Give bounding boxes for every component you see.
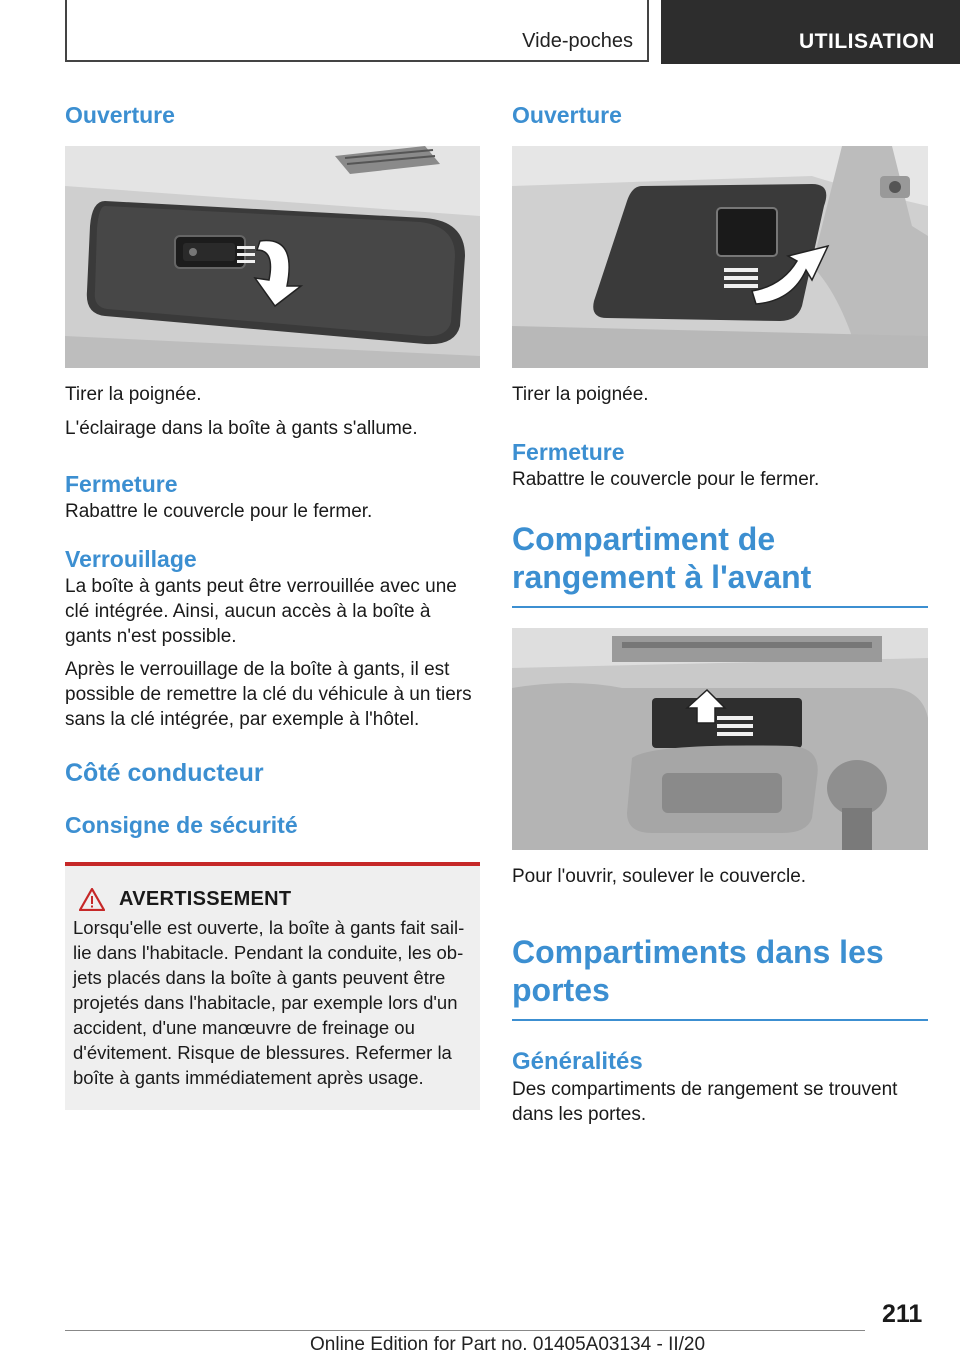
paragraph-pull-handle: Tirer la poignée. [65, 384, 202, 405]
heading-general: Généralités [512, 1048, 643, 1075]
warning-header [73, 888, 472, 911]
heading-locking: Verrouillage [65, 546, 197, 572]
paragraph-pull-handle-driver: Tirer la poignée. [512, 384, 649, 405]
warning-box [65, 862, 480, 1110]
header-section-title: Vide-poches [522, 30, 633, 52]
heading-safety-note: Consigne de sécurité [65, 812, 298, 838]
paragraph-close-lid: Rabattre le couvercle pour le fermer. [65, 501, 373, 522]
glovebox-passenger-illustration [65, 146, 480, 368]
right-column [512, 100, 928, 1127]
heading-door-compartments: Compartiments dans les portes [512, 934, 884, 1008]
warning-text: Lorsqu'elle est ouverte, la boîte à gants fait saillie dans l'habitacle. Pendant la conduite, les objets placés dans la boîte à gants peuvent être projetés dans l'habitacle, par exemple lors d'un accident, d'une manœuvre de freinage ou d'évitement. Risque de blessures. Refermer la boîte à gants immédiatement après usage. [73, 917, 465, 1088]
front-compartment-illustration [512, 628, 928, 850]
header-chapter-box [661, 0, 960, 64]
paragraph-open-lid: Pour l'ouvrir, soulever le couvercle. [512, 866, 807, 887]
footer-edition: Online Edition for Part no. 01405A03134 - II/20 [310, 1334, 706, 1355]
paragraph-door-compartments: Des compartiments de rangement se trouvent dans les portes. [512, 1079, 898, 1125]
page-number: 211 [882, 1300, 923, 1328]
heading-closing-driver: Fermeture [512, 439, 625, 465]
warning-triangle-icon [79, 888, 105, 911]
paragraph-light-on: L'éclairage dans la boîte à gants s'allume. [65, 418, 418, 439]
glovebox-driver-illustration [512, 146, 928, 368]
heading-opening: Ouverture [65, 102, 175, 128]
heading-closing: Fermeture [65, 471, 178, 497]
heading-front-compartment: Compartiment de rangement à l'avant [512, 521, 812, 595]
heading-rule [512, 606, 928, 608]
heading-opening-driver: Ouverture [512, 102, 622, 128]
paragraph-locking-valet: Après le verrouillage de la boîte à gants, il est possible de remettre la clé du véhicule à un tiers sans la clé intégrée, par exemple à l'hôtel. [65, 659, 472, 730]
heading-driver-side: Côté conducteur [65, 759, 264, 787]
left-column [65, 100, 480, 1110]
heading-rule [512, 1019, 928, 1021]
footer-divider [65, 1330, 865, 1331]
page-header [0, 0, 960, 66]
warning-title: AVERTISSEMENT [119, 888, 292, 910]
paragraph-close-lid-driver: Rabattre le couvercle pour le fermer. [512, 469, 820, 490]
header-chapter-title: UTILISATION [799, 30, 935, 53]
paragraph-locking-info: La boîte à gants peut être verrouillée avec une clé intégrée. Ainsi, aucun accès à la boîte à gants n'est possible. [65, 576, 457, 647]
header-section-box [65, 0, 649, 62]
